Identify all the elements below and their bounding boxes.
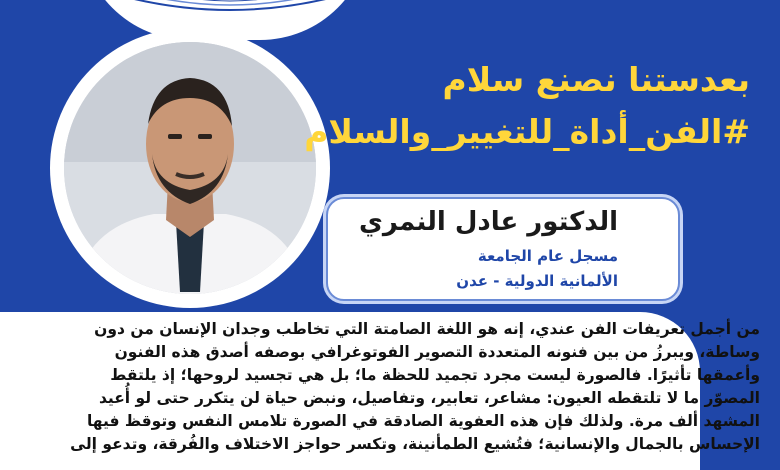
headline-slogan: بعدستنا نصنع سلام <box>442 60 750 99</box>
body-line: من أجمل تعريفات الفن عندي، إنه هو اللغة الصامتة التي تخاطب وجدان الإنسان من دون <box>94 320 760 338</box>
body-line: الإحساس بالجمال والإنسانية؛ فتُشيع الطمأنينة، وتكسر حواجز الاختلاف والفُرقة، وتدعو إلى <box>70 435 760 453</box>
headline-hashtag: #الفن_أداة_للتغيير_والسلام <box>304 112 750 151</box>
portrait-illustration <box>64 42 316 294</box>
body-line: وأعمقها تأثيرًا. فالصورة ليست مجرد تجميد للحظة ما؛ بل هي تجسيد لروحها؛ إذ يلتقط <box>110 366 760 384</box>
body-text <box>10 318 760 456</box>
body-line: المصوّر ما لا تلتقطه العيون: مشاعر، تعابير، وتفاصيل، ونبض حياة لن يتكرر حتى لو أُعيد <box>98 389 760 407</box>
portrait-photo <box>64 42 316 294</box>
logo-mark <box>120 0 340 20</box>
person-institution: الألمانية الدولية - عدن <box>456 272 618 290</box>
name-card <box>326 197 680 301</box>
person-name: الدكتور عادل النمري <box>359 207 618 237</box>
person-position: مسجل عام الجامعة <box>477 247 618 265</box>
body-line: وساطة، ويبرزُ من بين فنونه المتعددة التصوير الفوتوغرافي بوصفه أصدق هذه الفنون <box>114 343 760 361</box>
body-line: المشهد ألف مرة. ولذلك فإن هذه العفوية الصادقة في الصورة تلامس النفس وتوقظ فيها <box>86 412 760 430</box>
